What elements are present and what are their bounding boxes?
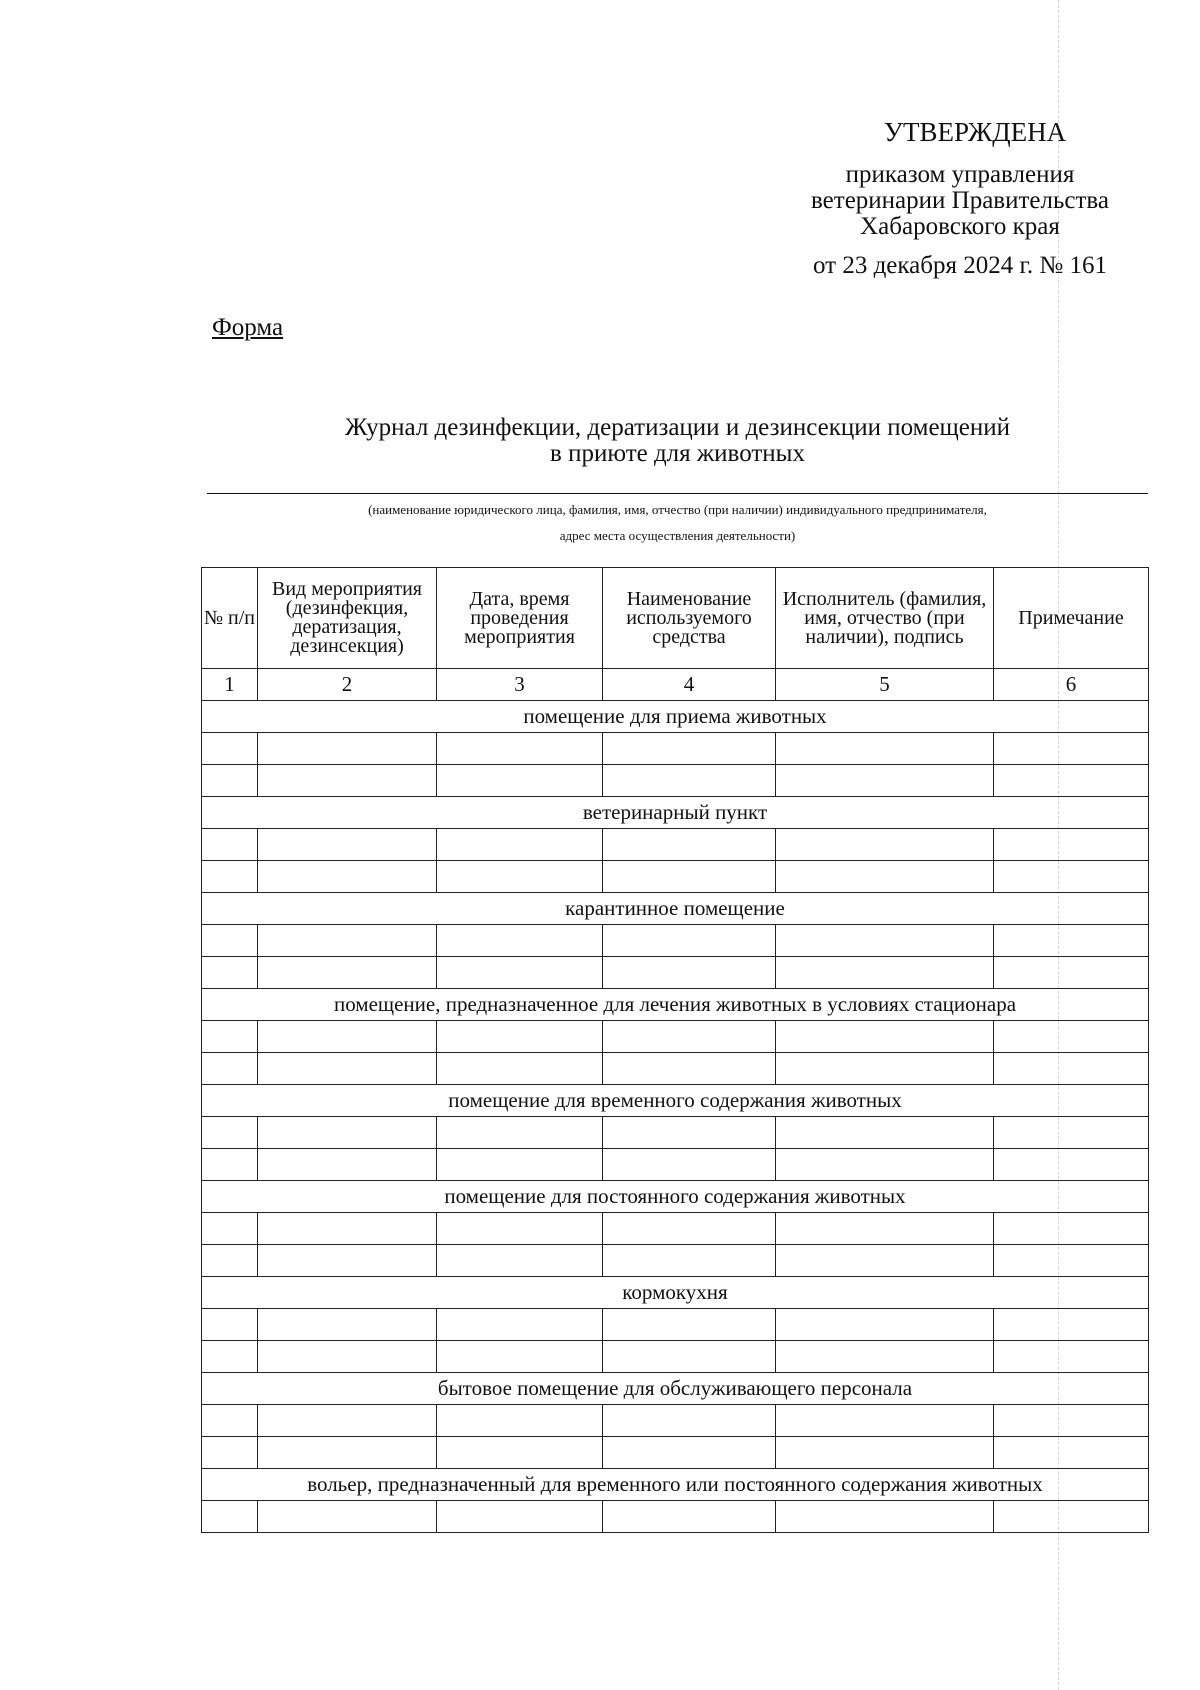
- column-number: 2: [258, 669, 437, 701]
- column-number: 6: [994, 669, 1149, 701]
- table-row: [202, 1117, 1149, 1149]
- entry-cell[interactable]: [202, 765, 258, 797]
- section-title: помещение для приема животных: [202, 701, 1149, 733]
- journal-title-line-1: Журнал дезинфекции, дератизации и дезинсекции помещений: [344, 414, 1011, 441]
- entry-cell[interactable]: [202, 957, 258, 989]
- section-row: [202, 1469, 1149, 1501]
- entry-cell[interactable]: [202, 829, 258, 861]
- entry-cell[interactable]: [437, 861, 603, 893]
- table-row: [202, 861, 1149, 893]
- section-row: [202, 1373, 1149, 1405]
- entry-cell[interactable]: [258, 1437, 437, 1469]
- entry-cell[interactable]: [437, 1213, 603, 1245]
- table-row: [202, 1021, 1149, 1053]
- entry-cell[interactable]: [437, 1021, 603, 1053]
- entry-cell[interactable]: [437, 1245, 603, 1277]
- entry-cell[interactable]: [776, 1053, 994, 1085]
- entry-cell[interactable]: [994, 1117, 1149, 1149]
- section-title: вольер, предназначенный для временного или постоянного содержания животных: [202, 1469, 1149, 1501]
- entry-cell[interactable]: [776, 1149, 994, 1181]
- section-row: [202, 797, 1149, 829]
- entry-cell[interactable]: [437, 925, 603, 957]
- table-row: [202, 1405, 1149, 1437]
- entry-cell[interactable]: [258, 733, 437, 765]
- entry-cell[interactable]: [603, 1405, 776, 1437]
- entry-cell[interactable]: [202, 1021, 258, 1053]
- table-row: [202, 1437, 1149, 1469]
- entry-cell[interactable]: [202, 861, 258, 893]
- entry-cell[interactable]: [258, 829, 437, 861]
- entry-cell[interactable]: [258, 1341, 437, 1373]
- approval-line-1: приказом управления: [845, 161, 1075, 188]
- table-row: [202, 733, 1149, 765]
- section-row: [202, 1085, 1149, 1117]
- entry-cell[interactable]: [603, 1437, 776, 1469]
- entry-cell[interactable]: [437, 829, 603, 861]
- entry-cell[interactable]: [258, 925, 437, 957]
- entry-cell[interactable]: [994, 957, 1149, 989]
- entry-cell[interactable]: [258, 1405, 437, 1437]
- section-title: помещение для постоянного содержания животных: [202, 1181, 1149, 1213]
- entry-cell[interactable]: [202, 1501, 258, 1533]
- entry-cell[interactable]: [603, 861, 776, 893]
- entry-cell[interactable]: [258, 1149, 437, 1181]
- entry-cell[interactable]: [202, 1245, 258, 1277]
- organization-caption-line-1: (наименование юридического лица, фамилия, имя, отчество (при наличии) индивидуального предпринимателя,: [368, 502, 987, 517]
- entry-cell[interactable]: [603, 1309, 776, 1341]
- entry-cell[interactable]: [776, 1501, 994, 1533]
- column-number: 3: [437, 669, 603, 701]
- section-title: бытовое помещение для обслуживающего персонала: [202, 1373, 1149, 1405]
- entry-cell[interactable]: [258, 1021, 437, 1053]
- column-number: 4: [603, 669, 776, 701]
- section-title: помещение, предназначенное для лечения животных в условиях стационара: [202, 989, 1149, 1021]
- section-title: карантинное помещение: [202, 893, 1149, 925]
- header-cell-number: № п/п: [202, 568, 258, 669]
- entry-cell[interactable]: [776, 1309, 994, 1341]
- entry-cell[interactable]: [437, 1149, 603, 1181]
- table-row: [202, 957, 1149, 989]
- entry-cell[interactable]: [994, 733, 1149, 765]
- entry-cell[interactable]: [437, 1501, 603, 1533]
- section-row: [202, 893, 1149, 925]
- column-number: 1: [202, 669, 258, 701]
- entry-cell[interactable]: [776, 1437, 994, 1469]
- entry-cell[interactable]: [437, 733, 603, 765]
- entry-cell[interactable]: [776, 1117, 994, 1149]
- entry-cell[interactable]: [603, 733, 776, 765]
- organization-blank-line: [207, 493, 1148, 494]
- entry-cell[interactable]: [258, 861, 437, 893]
- entry-cell[interactable]: [994, 1405, 1149, 1437]
- entry-cell[interactable]: [994, 1341, 1149, 1373]
- column-number: 5: [776, 669, 994, 701]
- entry-cell[interactable]: [202, 1341, 258, 1373]
- entry-cell[interactable]: [603, 1117, 776, 1149]
- entry-cell[interactable]: [258, 957, 437, 989]
- entry-cell[interactable]: [258, 1117, 437, 1149]
- entry-cell[interactable]: [202, 1309, 258, 1341]
- entry-cell[interactable]: [258, 1309, 437, 1341]
- entry-cell[interactable]: [603, 1501, 776, 1533]
- entry-cell[interactable]: [202, 1117, 258, 1149]
- entry-cell[interactable]: [994, 1501, 1149, 1533]
- journal-title-line-2: в приюте для животных: [550, 440, 805, 467]
- entry-cell[interactable]: [437, 1437, 603, 1469]
- entry-cell[interactable]: [776, 1021, 994, 1053]
- entry-cell[interactable]: [994, 1309, 1149, 1341]
- approval-block: [780, 117, 1140, 280]
- approval-line-2: ветеринарии Правительства: [811, 187, 1109, 214]
- entry-cell[interactable]: [603, 765, 776, 797]
- table-row: [202, 1213, 1149, 1245]
- entry-cell[interactable]: [603, 1213, 776, 1245]
- section-row: [202, 701, 1149, 733]
- form-label: Форма: [212, 314, 284, 341]
- section-title: кормокухня: [202, 1277, 1149, 1309]
- journal-table: [201, 567, 1149, 1533]
- entry-cell[interactable]: [258, 1501, 437, 1533]
- entry-cell[interactable]: [202, 1437, 258, 1469]
- table-row: [202, 1309, 1149, 1341]
- entry-cell[interactable]: [603, 829, 776, 861]
- entry-cell[interactable]: [202, 1053, 258, 1085]
- table-row: [202, 1501, 1149, 1533]
- organization-caption: [207, 497, 1148, 549]
- entry-cell[interactable]: [258, 1245, 437, 1277]
- section-title: ветеринарный пункт: [202, 797, 1149, 829]
- entry-cell[interactable]: [776, 733, 994, 765]
- entry-cell[interactable]: [603, 1021, 776, 1053]
- header-cell-agent-name: Наименование используемого средства: [603, 568, 776, 669]
- entry-cell[interactable]: [776, 1245, 994, 1277]
- header-cell-executor: Исполнитель (фамилия, имя, отчество (при наличии), подпись: [776, 568, 994, 669]
- entry-cell[interactable]: [994, 829, 1149, 861]
- table-row: [202, 1245, 1149, 1277]
- entry-cell[interactable]: [603, 1341, 776, 1373]
- entry-cell[interactable]: [776, 1405, 994, 1437]
- table-row: [202, 925, 1149, 957]
- table-row: [202, 829, 1149, 861]
- organization-caption-line-2: адрес места осуществления деятельности): [559, 528, 796, 543]
- entry-cell[interactable]: [776, 957, 994, 989]
- entry-cell[interactable]: [437, 1309, 603, 1341]
- table-row: [202, 1149, 1149, 1181]
- entry-cell[interactable]: [994, 1437, 1149, 1469]
- entry-cell[interactable]: [437, 1405, 603, 1437]
- entry-cell[interactable]: [437, 1053, 603, 1085]
- entry-cell[interactable]: [994, 861, 1149, 893]
- entry-cell[interactable]: [202, 1405, 258, 1437]
- section-title: помещение для временного содержания животных: [202, 1085, 1149, 1117]
- entry-cell[interactable]: [258, 765, 437, 797]
- entry-cell[interactable]: [202, 925, 258, 957]
- table-row: [202, 765, 1149, 797]
- section-row: [202, 1181, 1149, 1213]
- entry-cell[interactable]: [776, 1213, 994, 1245]
- entry-cell[interactable]: [603, 1053, 776, 1085]
- entry-cell[interactable]: [994, 925, 1149, 957]
- entry-cell[interactable]: [437, 765, 603, 797]
- entry-cell[interactable]: [776, 1341, 994, 1373]
- entry-cell[interactable]: [994, 1213, 1149, 1245]
- entry-cell[interactable]: [994, 1149, 1149, 1181]
- table-row: [202, 1053, 1149, 1085]
- entry-cell[interactable]: [776, 861, 994, 893]
- table-row: [202, 1341, 1149, 1373]
- entry-cell[interactable]: [776, 829, 994, 861]
- header-cell-datetime: Дата, время проведения мероприятия: [437, 568, 603, 669]
- entry-cell[interactable]: [994, 765, 1149, 797]
- entry-cell[interactable]: [437, 1341, 603, 1373]
- column-number-row: [202, 669, 1149, 701]
- entry-cell[interactable]: [603, 1245, 776, 1277]
- entry-cell[interactable]: [776, 925, 994, 957]
- entry-cell[interactable]: [202, 1213, 258, 1245]
- entry-cell[interactable]: [603, 925, 776, 957]
- entry-cell[interactable]: [258, 1053, 437, 1085]
- entry-cell[interactable]: [603, 957, 776, 989]
- entry-cell[interactable]: [994, 1053, 1149, 1085]
- header-cell-activity-type: Вид мероприятия (дезинфекция, дератизация, дезинсекция): [258, 568, 437, 669]
- entry-cell[interactable]: [202, 1149, 258, 1181]
- entry-cell[interactable]: [437, 957, 603, 989]
- entry-cell[interactable]: [994, 1021, 1149, 1053]
- header-cell-note: Примечание: [994, 568, 1149, 669]
- header-row: [202, 568, 1149, 669]
- entry-cell[interactable]: [437, 1117, 603, 1149]
- entry-cell[interactable]: [603, 1149, 776, 1181]
- section-row: [202, 1277, 1149, 1309]
- journal-title: [200, 415, 1155, 467]
- approval-date: от 23 декабря 2024 г. № 161: [812, 252, 1108, 279]
- entry-cell[interactable]: [776, 765, 994, 797]
- section-row: [202, 989, 1149, 1021]
- approval-line-3: Хабаровского края: [860, 213, 1060, 240]
- entry-cell[interactable]: [994, 1245, 1149, 1277]
- entry-cell[interactable]: [258, 1213, 437, 1245]
- approval-title: УТВЕРЖДЕНА: [883, 117, 1067, 147]
- entry-cell[interactable]: [202, 733, 258, 765]
